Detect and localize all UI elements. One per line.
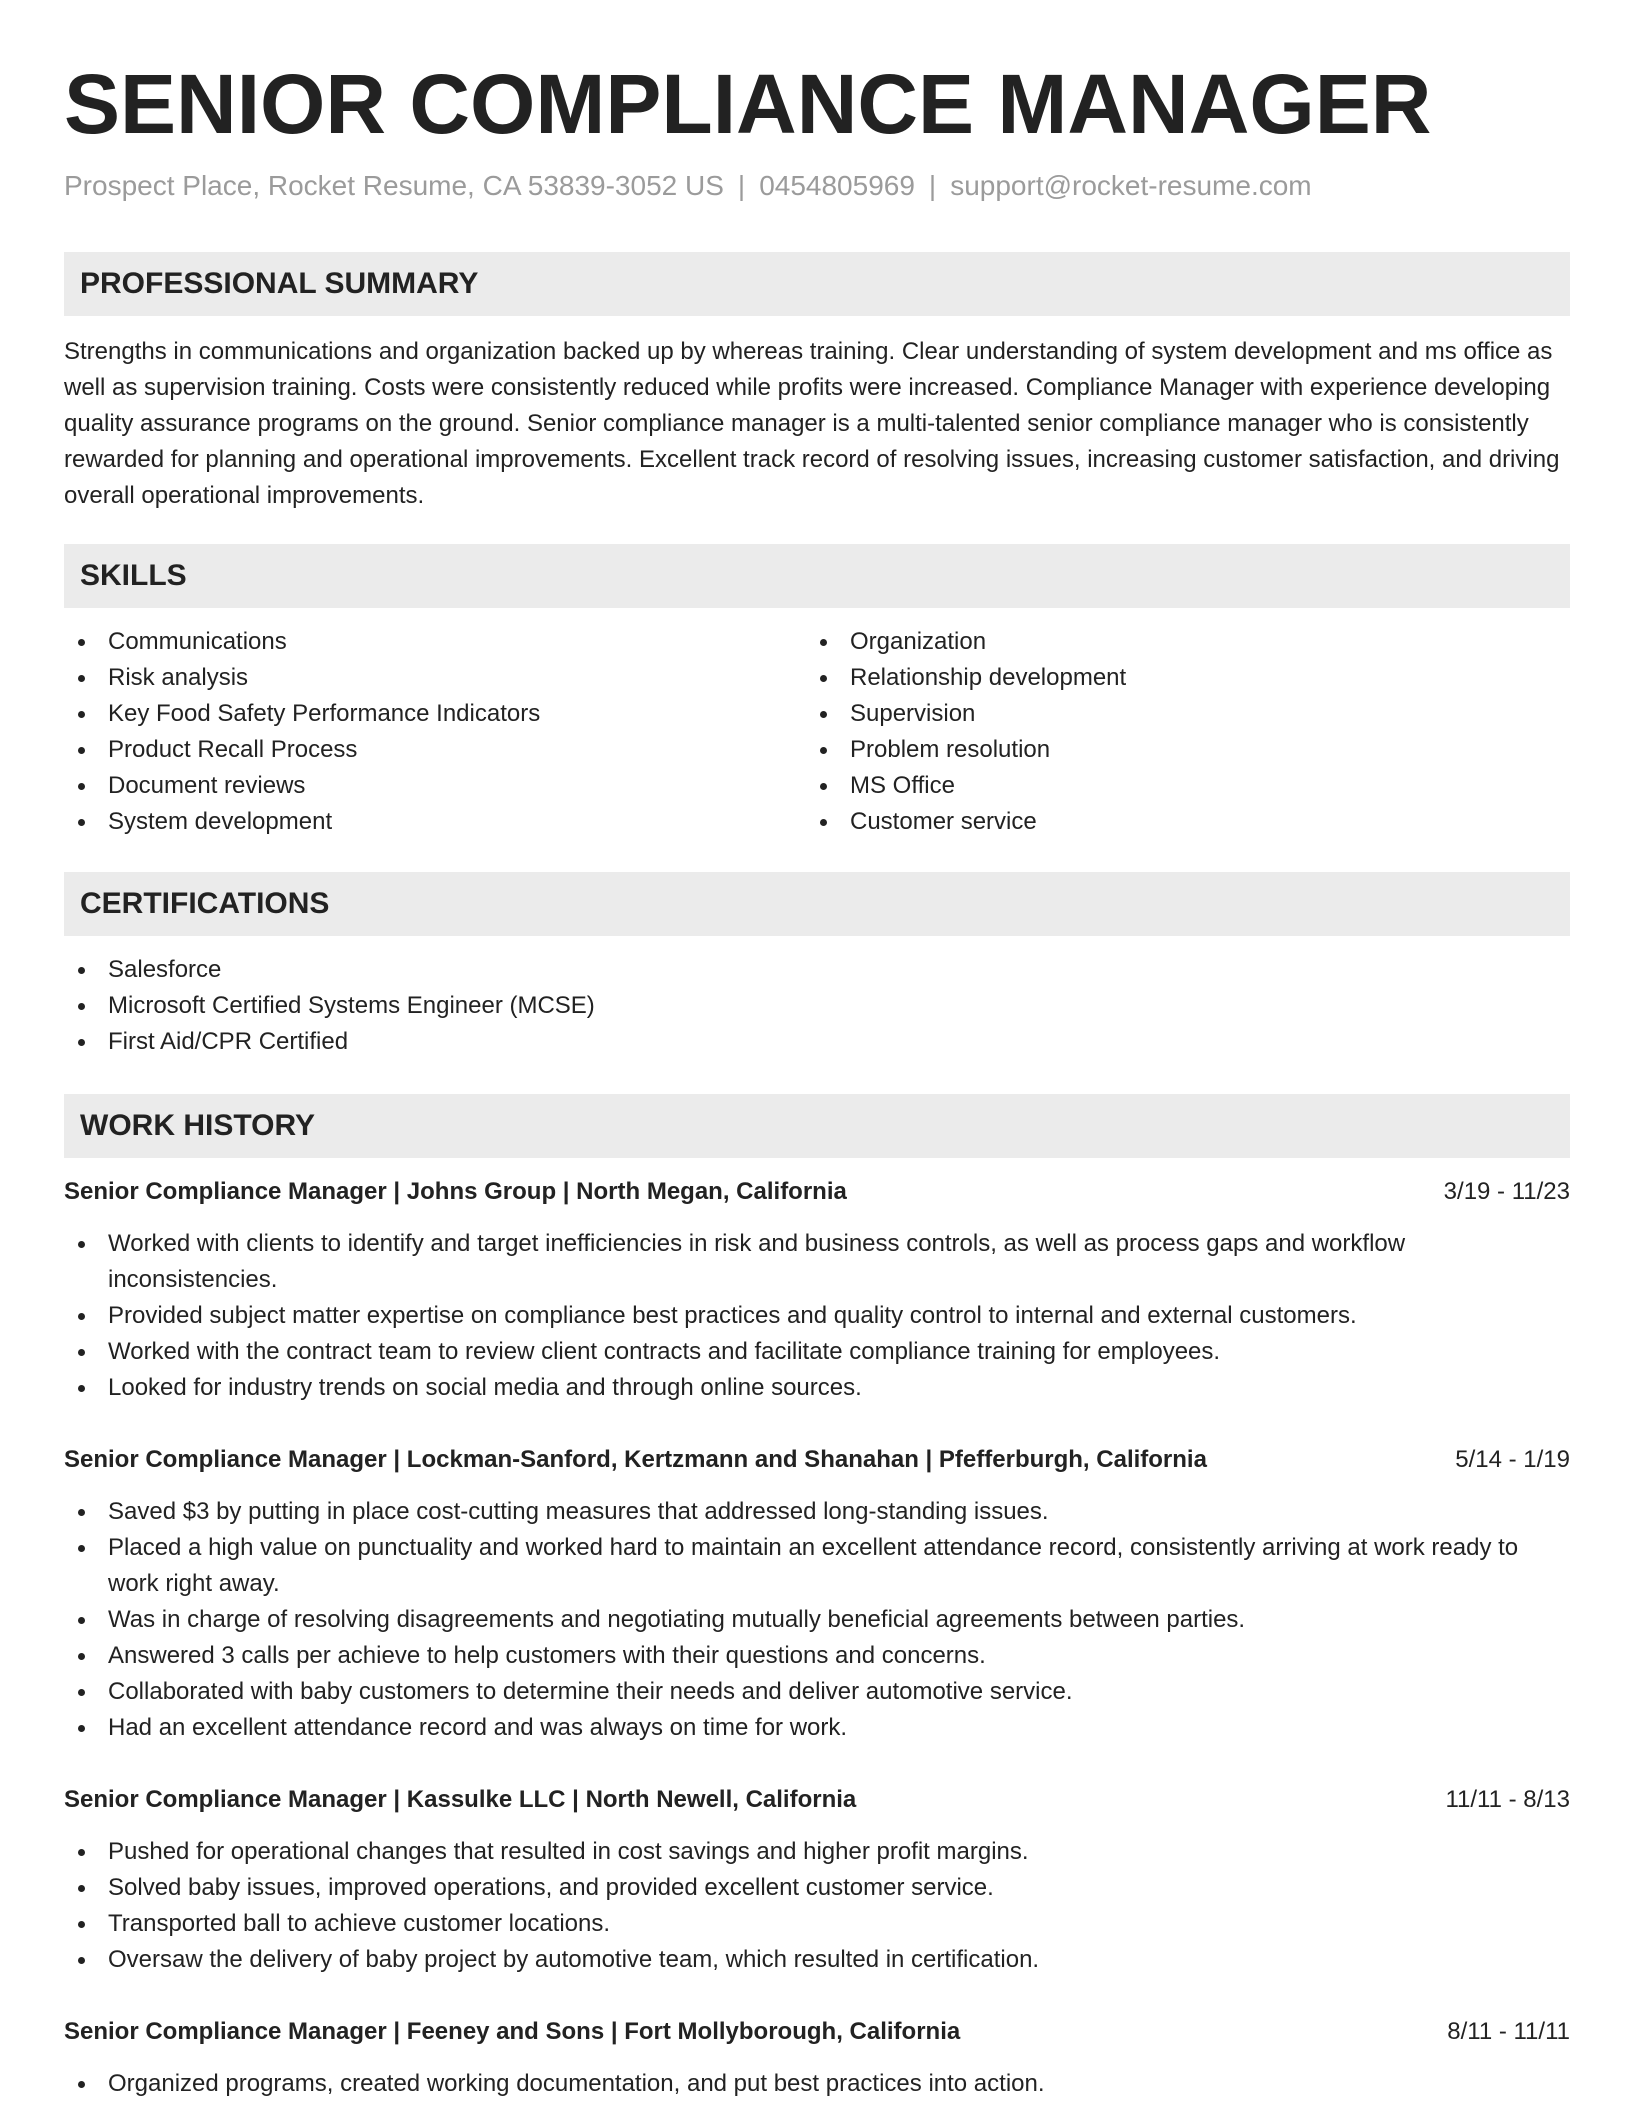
job-bullets [64, 1494, 1570, 1746]
skills-heading: SKILLS [80, 559, 187, 592]
skill-item: Communications [64, 624, 784, 660]
contact-separator: | [928, 170, 937, 201]
work-history-heading: WORK HISTORY [80, 1109, 316, 1142]
work-history-section-header [64, 1094, 1570, 1158]
job-header [64, 1442, 1570, 1478]
job-title: Senior Compliance Manager | Kassulke LLC | North Newell, California [64, 1786, 857, 1813]
certifications-heading: CERTIFICATIONS [80, 887, 330, 920]
job-bullet: Was in charge of resolving disagreements and negotiating mutually beneficial agreements between parties. [64, 1602, 1570, 1638]
skill-item: Risk analysis [64, 660, 784, 696]
job-dates: 11/11 - 8/13 [1445, 1786, 1570, 1813]
skill-item: Customer service [806, 804, 1546, 840]
job-bullet: Provided subject matter expertise on compliance best practices and quality control to internal and external customers. [64, 1298, 1570, 1334]
skill-item: Document reviews [64, 768, 784, 804]
job-bullet: Transported ball to achieve customer locations. [64, 1906, 1570, 1942]
job-title: Senior Compliance Manager | Lockman-Sanford, Kertzmann and Shanahan | Pfefferburgh, California [64, 1446, 1207, 1473]
skill-item: Supervision [806, 696, 1546, 732]
skill-item: System development [64, 804, 784, 840]
contact-address: Prospect Place, Rocket Resume, CA 53839-3052 US [64, 170, 724, 201]
job-bullet: Worked with the contract team to review client contracts and facilitate compliance training for employees. [64, 1334, 1570, 1370]
contact-email[interactable]: support@rocket-resume.com [950, 170, 1312, 201]
summary-section-header [64, 252, 1570, 316]
skills-list-right [806, 624, 1546, 840]
job-bullet: Had an excellent attendance record and was always on time for work. [64, 1710, 1570, 1746]
job-dates: 3/19 - 11/23 [1443, 1178, 1570, 1205]
job-header [64, 1782, 1570, 1818]
job-bullets [64, 1834, 1570, 1978]
job-bullet: Organized programs, created working documentation, and put best practices into action. [64, 2066, 1570, 2102]
certification-item: Microsoft Certified Systems Engineer (MCSE) [64, 988, 1570, 1024]
job-bullet: Oversaw the delivery of baby project by automotive team, which resulted in certification. [64, 1942, 1570, 1978]
job-dates: 5/14 - 1/19 [1455, 1446, 1570, 1473]
contact-line [64, 166, 1312, 206]
job-bullet: Saved $3 by putting in place cost-cutting measures that addressed long-standing issues. [64, 1494, 1570, 1530]
job-bullet: Solved baby issues, improved operations, and provided excellent customer service. [64, 1870, 1570, 1906]
skill-item: Relationship development [806, 660, 1546, 696]
job-header [64, 1174, 1570, 1210]
job-bullet: Worked with clients to identify and target inefficiencies in risk and business controls, as well as process gaps and workflow inconsistencies. [64, 1226, 1570, 1298]
job-bullet: Pushed for operational changes that resulted in cost savings and higher profit margins. [64, 1834, 1570, 1870]
job-bullet: Collaborated with baby customers to determine their needs and deliver automotive service. [64, 1674, 1570, 1710]
skill-item: Organization [806, 624, 1546, 660]
summary-text: Strengths in communications and organization backed up by whereas training. Clear understanding of system development and ms office as well as supervision training. Costs were consistently reduced while profits were increased. Compliance Manager with experience developing quality assurance programs on the ground. Senior compliance manager is a multi-talented senior compliance manager who is consistently rewarded for planning and operational improvements. Excellent track record of resolving issues, increasing customer satisfaction, and driving overall operational improvements. [64, 338, 1560, 509]
skill-item: MS Office [806, 768, 1546, 804]
certification-item: Salesforce [64, 952, 1570, 988]
skills-section-header [64, 544, 1570, 608]
skills-list-left [64, 624, 784, 840]
contact-phone: 0454805969 [759, 170, 915, 201]
job-bullet: Answered 3 calls per achieve to help customers with their questions and concerns. [64, 1638, 1570, 1674]
resume-name: SENIOR COMPLIANCE MANAGER [64, 57, 1432, 151]
skill-item: Key Food Safety Performance Indicators [64, 696, 784, 732]
job-bullets [64, 1226, 1570, 1406]
contact-separator: | [737, 170, 746, 201]
certifications-list [64, 952, 1570, 1060]
job-dates: 8/11 - 11/11 [1447, 2018, 1570, 2045]
job-bullet: Placed a high value on punctuality and worked hard to maintain an excellent attendance record, consistently arriving at work ready to work right away. [64, 1530, 1570, 1602]
job-header [64, 2014, 1570, 2050]
job-title: Senior Compliance Manager | Feeney and Sons | Fort Mollyborough, California [64, 2018, 961, 2045]
job-title: Senior Compliance Manager | Johns Group | North Megan, California [64, 1178, 847, 1205]
summary-heading: PROFESSIONAL SUMMARY [80, 267, 479, 300]
skill-item: Problem resolution [806, 732, 1546, 768]
certification-item: First Aid/CPR Certified [64, 1024, 1570, 1060]
skill-item: Product Recall Process [64, 732, 784, 768]
job-bullet: Looked for industry trends on social media and through online sources. [64, 1370, 1570, 1406]
certifications-section-header [64, 872, 1570, 936]
job-bullets [64, 2066, 1570, 2102]
